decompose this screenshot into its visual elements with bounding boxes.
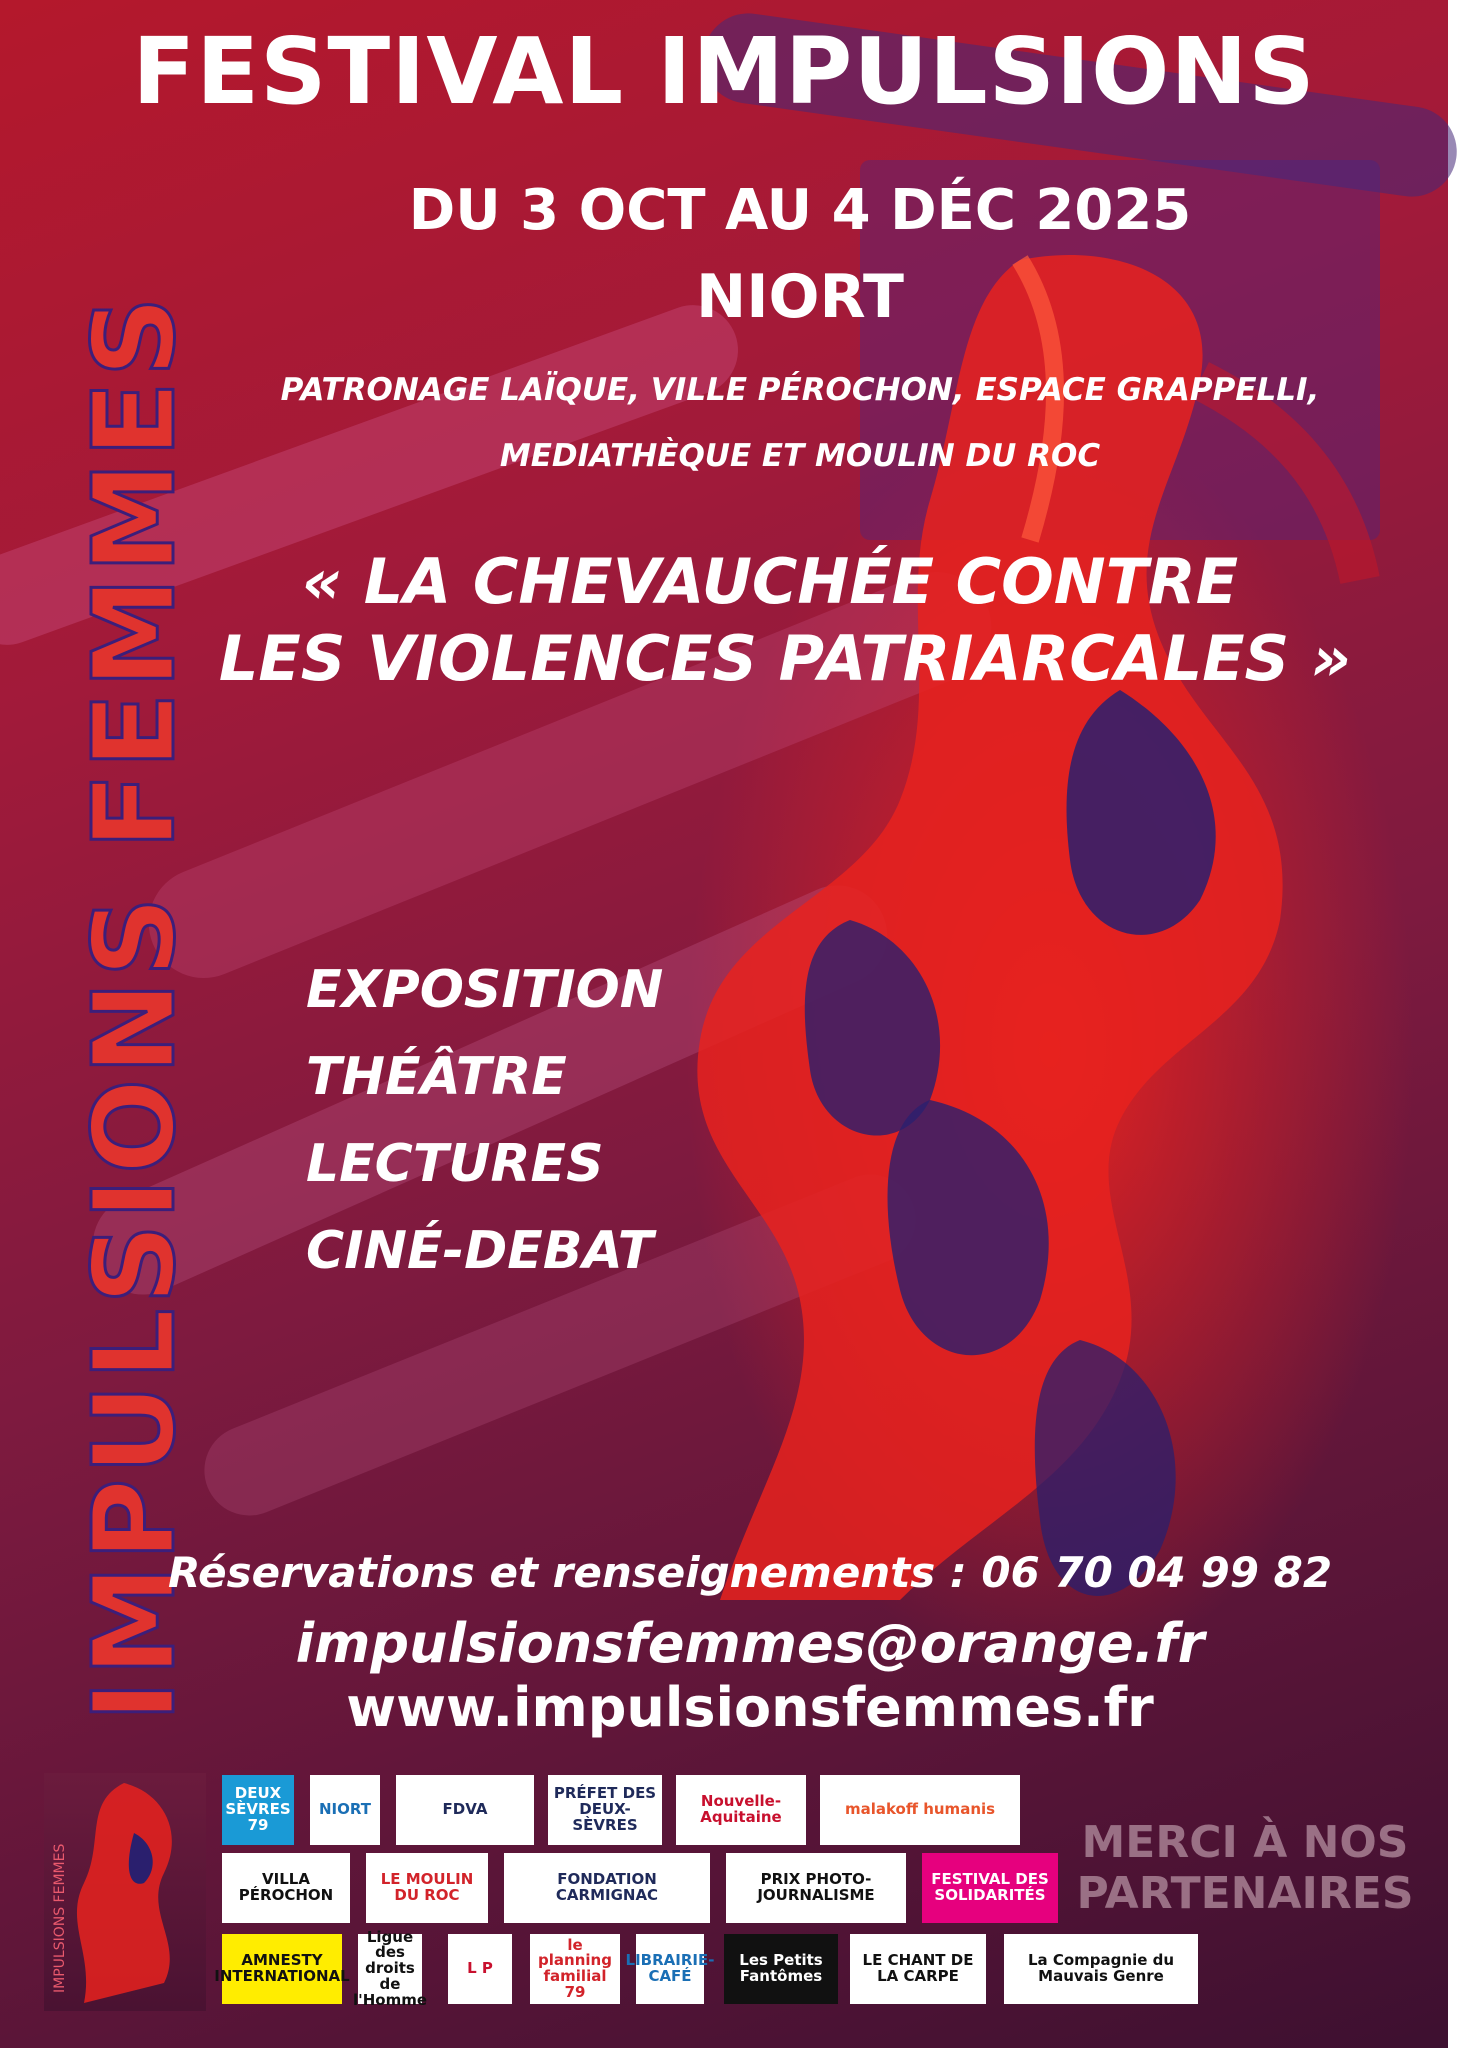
activity-cine-debat: CINÉ-DEBAT <box>306 1221 654 1281</box>
slogan-line-2: LES VIOLENCES PATRIARCALES » <box>218 622 1352 695</box>
thanks-line-1: MERCI À NOS <box>1081 1817 1409 1868</box>
activity-lectures: LECTURES <box>306 1134 604 1194</box>
slogan-line-1: « LA CHEVAUCHÉE CONTRE <box>301 545 1239 618</box>
activity-theatre: THÉÂTRE <box>306 1047 567 1107</box>
partner-logo: PRIX PHOTO-JOURNALISME <box>726 1853 906 1923</box>
partner-logo: Ligue des droits de l'Homme <box>352 1927 428 2009</box>
partner-logo: L P <box>448 1934 512 2004</box>
partner-logo: malakoff humanis <box>820 1775 1020 1845</box>
partner-logo: LIBRAIRIE-CAFÉ <box>636 1934 704 2004</box>
partner-logo: VILLA PÉROCHON <box>222 1853 350 1923</box>
partner-logo: FDVA <box>396 1775 534 1845</box>
activity-exposition: EXPOSITION <box>306 960 664 1020</box>
thanks-line-2: PARTENAIRES <box>1076 1867 1414 1919</box>
thumbnail-figure <box>44 1773 206 2011</box>
website-link[interactable]: www.impulsionsfemmes.fr <box>346 1676 1154 1739</box>
partner-logo: FONDATION CARMIGNAC <box>504 1853 710 1923</box>
reservations-phone: Réservations et renseignements : 06 70 04 99 82 <box>167 1548 1333 1597</box>
partner-logo: DEUX SÈVRES 79 <box>222 1775 294 1845</box>
partner-logo: FESTIVAL DES SOLIDARITÉS <box>922 1853 1058 1923</box>
partner-logo: Les Petits Fantômes <box>724 1934 838 2004</box>
partner-logo: Nouvelle-Aquitaine <box>676 1775 806 1845</box>
partner-logo: La Compagnie du Mauvais Genre <box>1004 1934 1198 2004</box>
partner-logo: le planning familial 79 <box>530 1934 620 2004</box>
partner-logo: PRÉFET DES DEUX-SÈVRES <box>548 1775 662 1845</box>
thanks-partners <box>1050 1818 1440 1919</box>
festival-title: FESTIVAL IMPULSIONS <box>132 18 1316 125</box>
partner-logo: LE MOULIN DU ROC <box>366 1853 488 1923</box>
venues-line-2: MEDIATHÈQUE ET MOULIN DU ROC <box>499 438 1101 474</box>
partner-logo: AMNESTY INTERNATIONAL <box>222 1934 342 2004</box>
venues-line-1: PATRONAGE LAÏQUE, VILLE PÉROCHON, ESPACE GRAPPELLI, <box>280 372 1320 408</box>
festival-city: NIORT <box>696 262 904 332</box>
partner-logo: LE CHANT DE LA CARPE <box>850 1934 986 2004</box>
thumbnail-label: IMPULSIONS FEMMES <box>52 1843 68 1993</box>
partner-logo: NIORT <box>310 1775 380 1845</box>
vertical-title: IMPULSIONS FEMMES <box>70 292 200 1722</box>
festival-dates: DU 3 OCT AU 4 DÉC 2025 <box>408 178 1192 243</box>
poster-thumbnail <box>44 1773 206 2011</box>
contact-email[interactable]: impulsionsfemmes@orange.fr <box>295 1612 1205 1675</box>
